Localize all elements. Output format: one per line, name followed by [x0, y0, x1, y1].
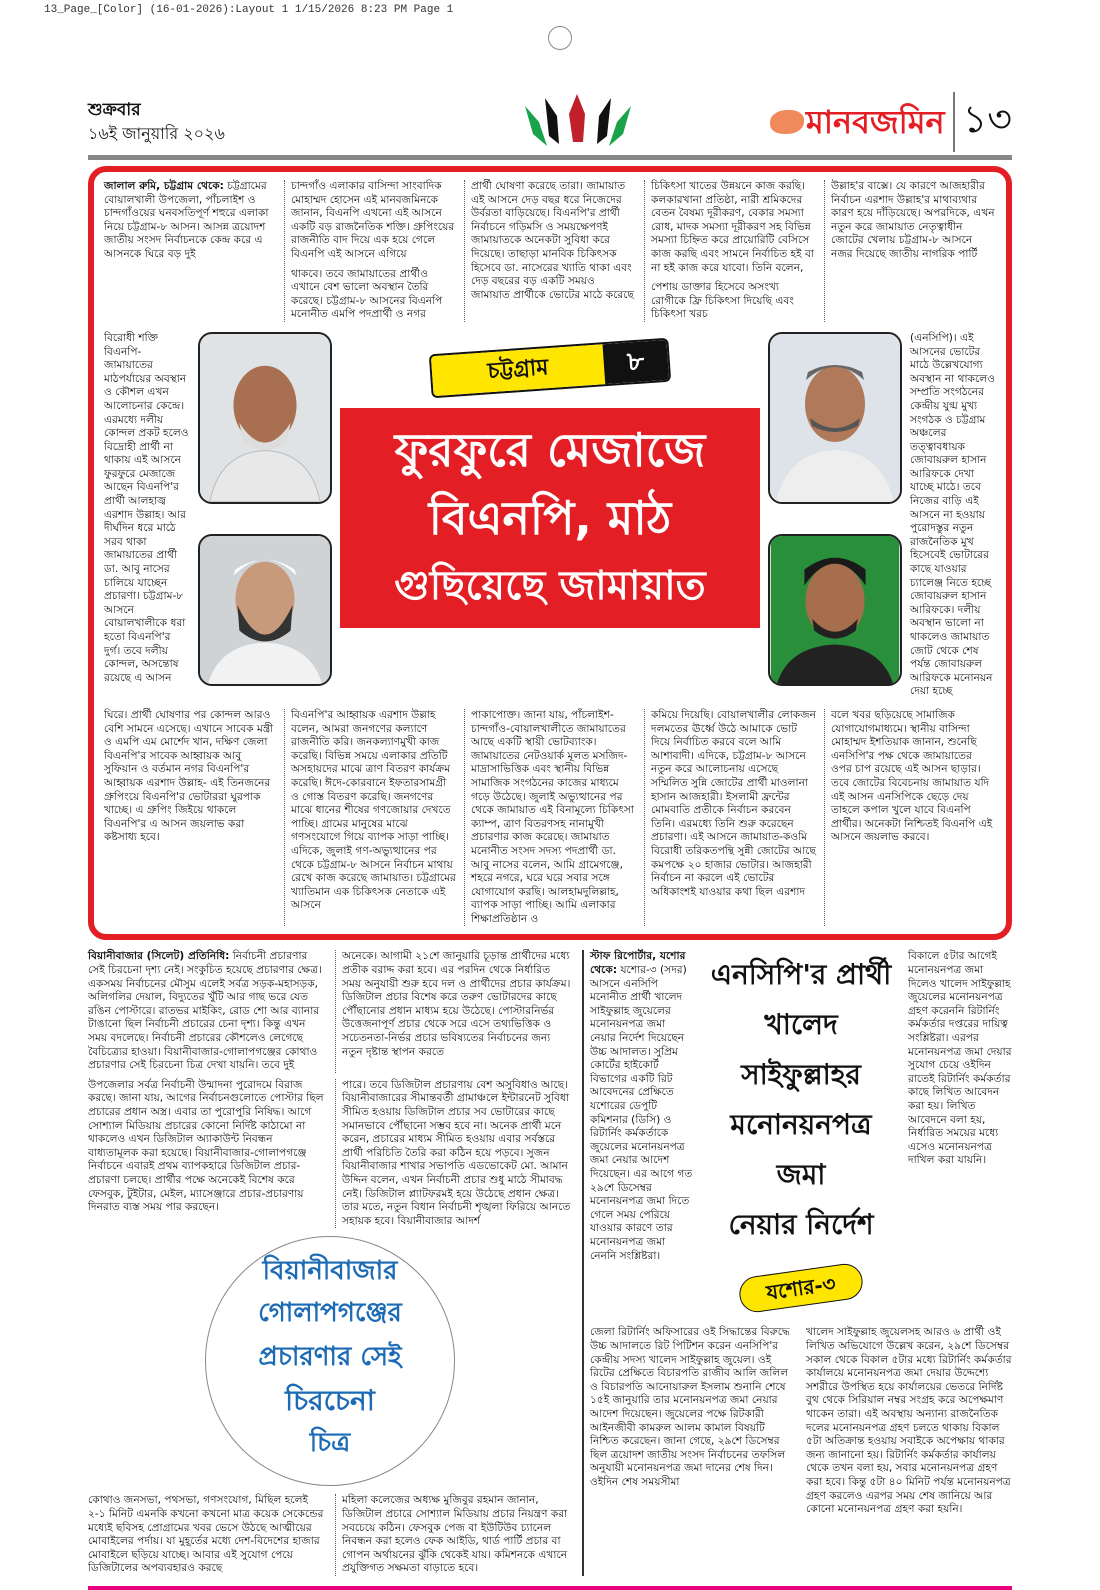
story3-col1	[590, 950, 694, 1320]
story2-col2b: পারে। তবে ডিজিটাল প্রচারণায় বেশ অসুবিধাও আছে। বিয়ানীবাজারের সীমান্তবর্তী গ্রামাঞ্চলে ইন্টারনেট সুবিধা সীমিত হওয়ায় ডিজিটাল প্রচার সব ভোটারের কাছে সমানভাবে পৌঁছানো সম্ভব হবে না। অনেক প্রার্থী মনে করেন, প্রচারের মাধ্যম সীমিত হওয়ায় এবার সর্বস্তরে প্রার্থী পরিচিতি তৈরি করা কঠিন হয়ে পড়বে। সুজন বিয়ানীবাজার শাখার সভাপতি এডভোকেট মো. আমান উদ্দিন বলেন, এখন নির্বাচনী প্রচার শুধু মাঠে সীমাবদ্ধ নেই। ডিজিটাল প্ল্যাটফরমই হয়ে উঠেছে প্রধান ক্ষেত্র। তার মতে, নতুন বিধান নির্বাচনী শৃঙ্খলা ফিরিয়ে আনতে সহায়ক হবে। বিয়ানীবাজার আদর্শ	[335, 1079, 572, 1229]
story1-frame	[88, 166, 1012, 940]
story1-bottom-col3: পাকাপোক্ত। জানা যায়, পাঁচলাইশ-চান্দগাঁও-বোয়ালখালীতে জামায়াতের আছে একটি স্থায়ী ভোটব্যাংক। জামায়াতের নেটওয়ার্ক মূলত মসজিদ-মাদ্রাসাভিত্তিক এবং স্থানীয় বিভিন্ন সামাজিক সংগঠনের কাজের মাধ্যমে গড়ে উঠেছে। জুলাই অভ্যুত্থানের পর থেকে জামায়াত এই বিনামূল্যে চিকিৎসা ক্যাম্প, ত্রাণ বিতরণসহ নানামুখী প্রচারণার কাজ করেছে। জামায়াত মনোনীত সংসদ সদস্য পদপ্রার্থী ডা. আবু নাসের বলেন, আমি গ্রামেগঞ্জে, শহরে নগরে, ঘরে ঘরে সবার সঙ্গে যোগাযোগ করছি। আলহামদুলিল্লাহ, ব্যাপক সাড়া পাচ্ছি। আমি এলাকার শিক্ষাপ্রতিষ্ঠান ও	[464, 709, 636, 927]
story3-col2: বিকালে ৫টার আগেই মনোনয়নপত্র জমা দিলেও খালেদ সাইফুল্লাহ জুয়েলের মনোনয়নপত্র গ্রহণ করেননি রিটার্নিং কর্মকর্তার দপ্তরের দায়িত্ব সংশ্লিষ্টরা। এরপর মনোনয়নপত্র জমা দেয়ার সুযোগ চেয়ে ওইদিন রাতেই রিটার্নিং কর্মকর্তার কাছে লিখিত আবেদন করা হয়। লিখিত আবেদনে বলা হয়, নির্ধারিত সময়ের মধ্যে এসেও মনোনয়নপত্র দাখিল করা যায়নি।	[908, 950, 1012, 1167]
tag-number: ৮	[602, 340, 669, 384]
story3-location-tag: যশোর-৩	[737, 1262, 865, 1315]
logo-splash	[770, 110, 804, 134]
story3-col1-text: যশোর-৩ (সদর) আসনে এনসিপি মনোনীত প্রার্থী খালেদ সাইফুল্লাহ জুয়েলের মনোনয়নপত্র জমা নেয়ার নির্দেশ দিয়েছেন উচ্চ আদালত। সুপ্রিম কোর্টের হাইকোর্ট বিভাগের একটি রিট আবেদনের প্রেক্ষিতে যশোরের ডেপুটি কমিশনার (ডিসি) ও রিটার্নিং কর্মকর্তাকে জুয়েলের মনোনয়নপত্র জমা নেয়ার আদেশ দিয়েছেন। এর আগে গত ২৯শে ডিসেম্বর মনোনয়নপত্র জমা দিতে গেলে সময় পেরিয়ে যাওয়ার কারণে তার মনোনয়নপত্র জমা নেননি সংশ্লিষ্টরা।	[590, 964, 693, 1262]
headline-line-2: বিএনপি, মাঠ	[428, 490, 672, 545]
crop-mark-top	[548, 26, 572, 50]
story1-col5: উল্লাহ'র বাক্সে। যে কারণে আজহারীর নির্বাচন এরশাদ উল্লাহ'র মাথাব্যথার কারণ হয়ে দাঁড়িয়েছে। অপরদিকে, এখন নতুন করে জামায়াত নেতৃত্বাধীন জোটের খেলায় চট্টগ্রাম-৮ আসনে নজর দিয়েছে জাতীয় নাগরিক পার্টি	[824, 180, 996, 322]
logo-slot	[388, 94, 770, 150]
story1-bottom-col2: বিএনপি'র আহ্বায়ক এরশাদ উল্লাহ বলেন, আমরা জনগণের কল্যাণে রাজনীতি করি। জনকল্যাণমুখী কাজ করেছি। বিভিন্ন সময়ে এলাকার প্রতিটি অসহায়দের মাঝে ত্রাণ বিতরণ কার্যক্রম করেছি। ঈদে-কোরবানে ইফতারসামগ্রী ও গোস্ত বিতরণ করেছি। জনগণের মাঝে ধানের শীষের গণজোয়ার দেখতে পাচ্ছি। গ্রামের মানুষের মাঝে গণসংযোগে গিয়ে ব্যাপক সাড়া পাচ্ছি। এদিকে, জুলাই গণ-অভ্যুত্থানের পর থেকে চট্টগ্রাম-৮ আসনে নির্বাচন মাথায় রেখে কাজ করেছে জামায়াত। চট্টগ্রামের খ্যাতিমান এক চিকিৎসক নেতাকে এই আসনে	[284, 709, 456, 927]
story2-top	[88, 950, 572, 1072]
headline-line-1: ফুরফুরে মেজাজে	[394, 422, 706, 477]
story3	[582, 950, 1012, 1575]
story2	[88, 950, 572, 1575]
story2-col1	[88, 950, 325, 1072]
story2-middle	[88, 1079, 572, 1229]
story2-col1c: কোথাও জনসভা, পথসভা, গণসংযোগ, মিছিল হলেই ২-১ মিনিট এমনকি কখনো কখনো মাত্র কয়েক সেকেন্ডের মধ্যেই ছবিসহ প্রোগ্রামের খবর ভেসে উঠছে আত্মীয়ের মোবাইলের পর্দায়। যা মুহূর্তের মধ্যে দেশ-বিদেশের হাজার মোবাইলে ছড়িয়ে যাচ্ছে। আবার এই সুযোগ পেয়ে ডিজিটালের অপব্যবহারও করছে	[88, 1494, 324, 1575]
header-date: ১৬ই জানুয়ারি ২০২৬	[88, 123, 225, 143]
s3-headline-2: খালেদ সাইফুল্লাহর	[741, 1008, 861, 1092]
story2-col1b: উপজেলার সর্বত্র নির্বাচনী উন্মাদনা পুরোদমে বিরাজ করছে। জানা যায়, আগের নির্বাচনগুলোতে পোস্টার ছিল প্রচারের প্রধান অস্ত্র। এবার তা পুরোপুরি নিষিদ্ধ। আগে সোশ্যাল মিডিয়ায় প্রচারের কোনো নির্দিষ্ট কাঠামো না থাকলেও এখন ডিজিটাল অ্যাকাউন্ট নিবন্ধন বাধ্যতামূলক করা হয়েছে। বিয়ানীবাজার-গোলাপগঞ্জে নির্বাচনে এবারই প্রথম ব্যাপকহারে ডিজিটাল প্রচার-প্রচারণা চলছে। প্রার্থীর পক্ষে অনেকেই বিশেষ করে ফেসবুক, টুইটার, মেইল, ম্যাসেঞ্জারে প্রচার-প্রচারণায় দিনরাত ব্যস্ত সময় পার করছেন।	[88, 1078, 324, 1214]
story1-col4b: পেশায় ডাক্তার হিসেবে অসংখ্য রোগীকে ফ্রি চিকিৎসা দিয়েছি এবং চিকিৎসা খরচ	[651, 281, 794, 321]
photo-ershad-ullah	[198, 332, 332, 504]
photo-abu-naser	[198, 534, 332, 686]
story1-col4-stack	[644, 180, 816, 322]
story3-col1b: জেলা রিটার্নিং অফিসারের ওই সিদ্ধান্তের বিরুদ্ধে উচ্চ আদালতে রিট পিটিশন করেন এনসিপি'র কেন্দ্রীয় সদস্য খালেদ সাইফুল্লাহ জুয়েল। ওই রিটের প্রেক্ষিতে বিচারপতি রাজীব আলি জলিল ও বিচারপতি আনোয়ারুল ইসলাম শুনানি শেষে ১৫ই জানুয়ারি তার মনোনয়নপত্র জমা নেয়ার আদেশ দিয়েছেন। জুয়েলের পক্ষে রিটকারী আইনজীবী কামরুল আলম কামাল বিষয়টি নিশ্চিত করেছেন। জানা গেছে, ২৯শে ডিসেম্বর ছিল ত্রয়োদশ জাতীয় সংসদ নির্বাচনের তফসিল অনুযায়ী মনোনয়নপত্র জমা দানের শেষ দিন। ওইদিন শেষ সময়সীমা	[590, 1326, 790, 1488]
story1-bottom-col4: কমিয়ে দিয়েছি। বোয়ালখালীর লোকজন দলমতের ঊর্ধ্বে উঠে আমাকে ভোট দিয়ে নির্বাচিত করবে বলে আমি আশাবাদী। এদিকে, চট্টগ্রাম-৮ আসনে নতুন করে আলোচনায় এসেছে সম্মিলিত সুন্নি জোটের প্রার্থী মাওলানা হাসান আজহারী। ইসলামী ফ্রন্টের মোমবাতি প্রতীকে নির্বাচন করবেন তিনি। এরমধ্যে তিনি শুরু করেছেন প্রচারণা। এই আসনে জামায়াত-কওমি বিরোধী তরিকতপন্থি সুন্নী জোটের আছে কমপক্ষে ২০ হাজার ভোটার। আজহারী নির্বাচন না করলে এই ভোটের অধিকাংশই যাওয়ার কথা ছিল এরশাদ	[644, 709, 816, 927]
photo-zobayrul-arif	[768, 534, 902, 686]
s2-headline-5: চিত্র	[309, 1428, 351, 1459]
story1-byline: জালাল রুমি, চট্টগ্রাম থেকে:	[104, 180, 224, 192]
page-number: ১৩	[962, 96, 1012, 141]
story1-bottom-col5: বলে খবর ছড়িয়েছে সামাজিক যোগাযোগমাধ্যমে। স্থানীয় বাসিন্দা মোহাম্মদ ইশতিয়াক জানান, শুনেছি এনসিপি'র পক্ষ থেকে জামায়াতের ওপর চাপ রয়েছে এই আসন ছাড়ার। তবে জোটের বিবেচনায় জামায়াত যদি এই আসন এনসিপিকে ছেড়ে দেয় তাহলে কপাল খুলে যাবে বিএনপি প্রার্থীর। অনেকটা নিশ্চিতই বিএনপি এই আসনে জয়লাভ করবে।	[824, 709, 996, 927]
header-day: শুক্রবার	[88, 99, 141, 120]
story2-col2: অনেকে। আগামী ২১শে জানুয়ারি চূড়ান্ত প্রার্থীদের মধ্যে প্রতীক বরাদ্দ করা হবে। এর পরদিন থেকে নির্ধারিত সময় অনুযায়ী শুরু হবে দল ও প্রার্থীদের প্রচার কার্যক্রম। ডিজিটাল প্রচার বিশেষ করে তরুণ ভোটারদের কাছে পৌঁছানোর প্রধান মাধ্যম হয়ে উঠেছে। পোস্টারনির্ভর উত্তেজনাপূর্ণ প্রচার থেকে সরে এসে তথ্যভিত্তিক ও সচেতনতা-নির্ভর প্রচার ভবিষ্যতের নির্বাচনের জন্য নতুন দৃষ্টান্ত স্থাপন করতে	[335, 950, 572, 1072]
story3-bottom	[590, 1326, 1012, 1516]
story2-headline-circle	[205, 1236, 455, 1486]
story1-col1-text: চট্টগ্রামের বোয়ালখালী উপজেলা, পাঁচলাইশ ও চান্দগাঁওয়ের ঘনবসতিপূর্ণ শহুরে এলাকা নিয়ে চট্টগ্রাম-৮ আসন। আসন্ন ত্রয়োদশ জাতীয় সংসদ নির্বাচনকে কেন্দ্র করে এ আসনকে ঘিরে বড় দুই	[104, 180, 269, 260]
footer-rule	[88, 1586, 1012, 1590]
photo-hasan-azhari	[768, 332, 902, 504]
story3-top	[590, 950, 1012, 1320]
story1-col4: চিকিৎসা খাতের উন্নয়নে কাজ করছি। কলকারখানা প্রতিষ্ঠা, নারী শ্রমিকদের বেতন বৈষম্য দূরীকরণ, বেকার সমস্যা রোধ, মাদক সমস্যা দূরীকরণ সহ বিভিন্ন সমস্যা চিহ্নিত করে প্রায়োরিটি বেসিসে কাজ করছি এবং সামনে নির্বাচিত হই বা না হই কাজ করে যাবো। তিনি বলেন,	[651, 180, 814, 274]
s3-headline-3: মনোনয়নপত্র জমা	[730, 1108, 872, 1192]
masthead-logo: মানবজমিন	[806, 92, 955, 152]
tag-place: চট্টগ্রাম	[431, 344, 605, 396]
page-content	[88, 88, 1012, 1590]
s2-headline-1: বিয়ানীবাজার	[262, 1256, 398, 1287]
story2-byline: বিয়ানীবাজার (সিলেট) প্রতিনিধি:	[88, 950, 230, 963]
story1-bottom-col1: ঘিরে। প্রার্থী ঘোষণার পর কোন্দল আরও বেশি সামনে এসেছে। এখানে সাবেক মন্ত্রী ও এমপি এম মোর্শেদ খান, দক্ষিণ জেলা বিএনপি'র সাবেক আহ্বায়ক আবু সুফিয়ান ও বর্তমান নগর বিএনপি'র আহ্বায়ক এরশাদ উল্লাহ- এই তিনজনের গ্রুপিংয়ে বিএনপি'র ভোটাররা ঘুরপাক খাচ্ছে। এ গ্রুপিং জিইয়ে থাকলে বিএনপি'র এ আসন জয়লাভ করা কষ্টসাধ্য হবে।	[104, 708, 274, 844]
right-photos	[768, 332, 902, 699]
story3-col2b: খালেদ সাইফুল্লাহ জুয়েলসহ আরও ৬ প্রার্থী ওই লিখিত অভিযোগে উল্লেখ করেন, ২৯শে ডিসেম্বর সকাল থেকে বিকাল ৫টার মধ্যে রিটার্নিং কর্মকর্তার কার্যালয়ে মনোনয়নপত্র জমা দেয়ার উদ্দেশ্যে সশরীরে উপস্থিত হয়ে কার্যালয়ের ভেতরে নির্দিষ্ট বুথ থেকে সিরিয়াল নম্বর সংগ্রহ করে অপেক্ষমাণ থাকেন তারা। এই অবস্থায় অন্যান্য রাজনৈতিক দলের মনোনয়নপত্র গ্রহণ চলতে থাকায় বিকাল ৫টা অতিক্রান্ত হওয়ায় সবাইকে অপেক্ষায় থাকার জন্য জানানো হয়। রিটার্নিং কর্মকর্তার কার্যালয় থেকে তখন বলা হয়, সবার মনোনয়নপত্র গ্রহণ করা হবে। কিন্তু ৫টা ৪০ মিনিট পর্যন্ত মনোনয়নপত্র গ্রহণ করলেও এরপর সময় শেষ জানিয়ে আর কোনো মনোনয়নপত্র গ্রহণ করা হয়নি।	[806, 1326, 1012, 1516]
story1-headline-band	[340, 408, 760, 628]
story1-top-row	[104, 180, 996, 322]
story1-col5b: (এনসিপি)। এই আসনের ভোটের মাঠে উল্লেখযোগ্য অবস্থান না থাকলেও সম্প্রতি সংগঠনের কেন্দ্রীয় যুগ্ম মুখ্য সংগঠক ও চট্টগ্রাম অঞ্চলের তত্ত্বাবধায়ক জোবায়রুল হাসান আরিফকে দেখা যাচ্ছে মাঠে। তবে নিজের বাড়ি এই আসনে না হওয়ায় পুরোদস্তুর নতুন রাজনৈতিক মুখ হিসেবেই ভোটারের কাছে যাওয়ার চ্যালেঞ্জ নিতে হচ্ছে জোবায়রুল হাসান আরিফকে। দলীয় অবস্থান ভালো না থাকলেও জামায়াত জোট থেকে শেষ পর্যন্ত জোবায়রুল আরিফকে মনোনয়ন দেয়া হচ্ছে	[910, 331, 995, 698]
story1-col1	[104, 180, 276, 322]
dateline	[88, 98, 388, 146]
s2-headline-3: প্রচারণার সেই	[258, 1342, 402, 1373]
pen-nibs-logo	[523, 94, 635, 150]
s2-headline-2: গোলাপগঞ্জের	[258, 1298, 402, 1329]
story1-col1b: বিরোধী শক্তি বিএনপি-জামায়াতের মাঠপর্যায়ের অবস্থান ও কৌশল এখন আলোচনার কেন্দ্রে। এরমধ্যে দলীয় কোন্দল প্রকট হলেও বিদ্রোহী প্রার্থী না থাকায় এই আসনে ফুরফুরে মেজাজে আছেন বিএনপি'র প্রার্থী আলহাজ্ব এরশাদ উল্লাহ। আর দীর্ঘদিন ধরে মাঠে সরব থাকা জামায়াতের প্রার্থী ডা. আবু নাসের চালিয়ে যাচ্ছেন প্রচারণা। চট্টগ্রাম-৮ আসনে বোয়ালখালীকে ধরা হতো বিএনপি'র দুর্গ। তবে দলীয় কোন্দল, অসন্তোষ রয়েছে এ আসন	[104, 331, 189, 684]
story3-headline	[702, 950, 900, 1320]
s2-headline-4: চিরচেনা	[285, 1384, 375, 1418]
story1-location-tag	[429, 338, 671, 399]
s3-headline-4: নেয়ার নির্দেশ	[728, 1208, 874, 1242]
story1-col2-stack	[284, 180, 456, 322]
story2-bottom	[88, 1494, 572, 1576]
left-photos	[198, 332, 332, 699]
story1-middle-row	[104, 332, 996, 699]
story1-col3: প্রার্থী ঘোষণা করেছে তারা। জামায়াত এই আসনে দেড় বছর ধরে নিজেদের উর্বরতা বাড়িয়েছে। বিএনপি'র প্রার্থী নির্বাচনে গড়িমসি ও সময়ক্ষেপণই জামায়াতকে অনেকটা সুবিধা করে দিয়েছে। তাছাড়া মানবিক চিকিৎসক হিসেবে ডা. নাসেরের খ্যাতি থাকা এবং দেড় বছরের বড় একটি সময়ও জামায়াত প্রার্থীকে ভোটের মাঠে করেছে	[464, 180, 636, 322]
print-slug: 13_Page_[Color] (16-01-2026):Layout 1 1/15/2026 8:23 PM Page 1	[44, 4, 454, 16]
story2-col1-text: নির্বাচনী প্রচারণার সেই চিরচেনা দৃশ্য নেই। সংকুচিত হয়েছে প্রচারণার ক্ষেত্র। একসময় নির্বাচনের মৌসুম এলেই সর্বত্র সড়ক-মহাসড়ক, অলিগলির দেয়াল, বিদ্যুতের খুঁটি আর গাছ ভরে যেত রঙিন পোস্টারে। রাতভর মাইকিং, রোড শো আর ব্যানার টাঙানো ছিল নির্বাচনী প্রচারের চেনা দৃশ্য। কিন্তু এখন সময় বদলেছে। নির্বাচনী প্রচারের কৌশলেও লেগেছে বৈচিত্র্যের হাওয়া। বিয়ানীবাজার-গোলাপগঞ্জের কোথাও প্রচারণার সেই চিরচেনা চিত্র দেখা যায়নি। তবে দুই	[88, 950, 322, 1072]
story1-col2: চান্দগাঁও এলাকার বাসিন্দা সাংবাদিক মোহাম্মদ হোসেন এই মানবজমিনকে জানান, বিএনপি এখনো এই আসনে একটি বড় রাজনৈতিক শক্তি। গ্রুপিংয়ের রাজনীতি বাদ দিয়ে এক হয়ে গেলে বিএনপি এই আসনে এগিয়ে	[291, 180, 455, 260]
lower-stories	[88, 950, 1012, 1575]
s3-headline-1: এনসিপি'র প্রার্থী	[710, 958, 892, 992]
masthead	[88, 88, 1012, 160]
story3-byline: স্টাফ রিপোর্টার, যশোর থেকে:	[590, 950, 686, 977]
story1-center	[340, 332, 760, 699]
story2-col2c: মহিলা কলেজের অধ্যক্ষ মুজিবুর রহমান জানান, ডিজিটাল প্রচারে সোশ্যাল মিডিয়ায় প্রচার নিয়ন্ত্রণ করা সবচেয়ে কঠিন। ফেসবুক পেজ বা ইউটিউব চ্যানেল নিবন্ধন করা হলেও ফেক আইডি, থার্ড পার্টি প্রচার বা গোপন অর্থায়নের ঝুঁকি থেকেই যায়। কমিশনকে এখানে প্রযুক্তিগত সক্ষমতা বাড়াতে হবে।	[335, 1494, 572, 1576]
headline-line-3: গুছিয়েছে জামায়াত	[394, 562, 706, 609]
story1-bottom-row	[104, 709, 996, 927]
story1-col2b: থাকবে। তবে জামায়াতের প্রার্থীও এখানে বেশ ভালো অবস্থান তৈরি করেছে। চট্টগ্রাম-৮ আসনের বিএনপি মনোনীত এমপি পদপ্রার্থী ও নগর	[291, 267, 443, 321]
